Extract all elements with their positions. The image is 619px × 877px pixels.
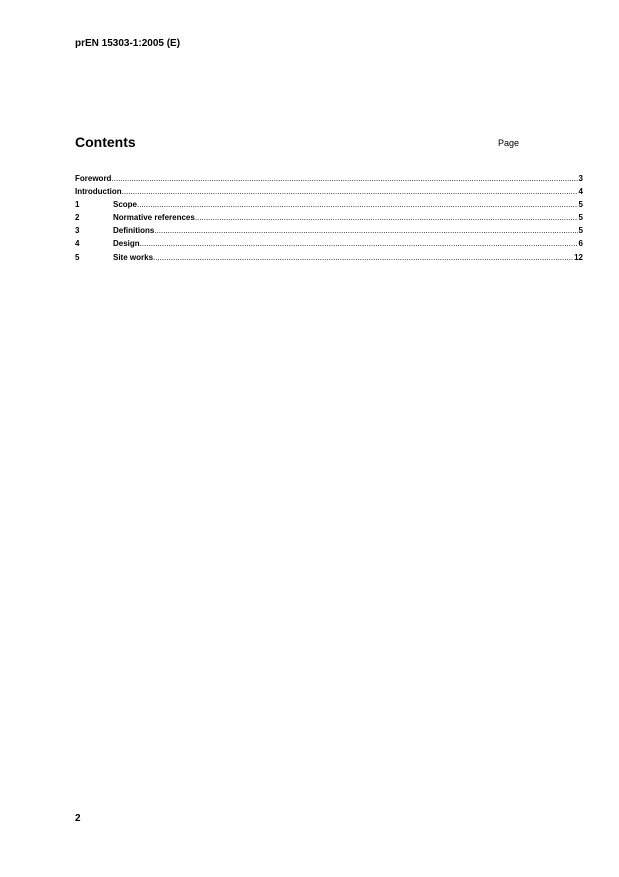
toc-entry-page: 5: [578, 226, 583, 236]
toc-leader-dots: [195, 211, 578, 224]
toc-entry-page: 5: [578, 213, 583, 223]
toc-entry-page: 5: [578, 200, 583, 210]
toc-entry-title: Site works: [113, 252, 154, 262]
toc-entry-number: 5: [75, 252, 80, 262]
toc-entry-number: 3: [75, 226, 80, 236]
toc-leader-dots: [137, 198, 578, 211]
toc-entry-page: 6: [578, 239, 583, 249]
toc-entry-title: Foreword: [75, 174, 112, 183]
toc-entry-page: 12: [574, 252, 583, 262]
toc-entry-introduction[interactable]: [75, 185, 583, 198]
toc-leader-dots: [122, 185, 578, 198]
toc-entry-foreword[interactable]: [75, 172, 583, 185]
toc-entry-design[interactable]: [75, 237, 583, 250]
document-id: prEN 15303-1:2005 (E): [75, 38, 181, 49]
contents-heading: Contents: [75, 134, 136, 150]
toc-leader-dots: [154, 224, 577, 237]
toc-entry-number: 2: [75, 213, 80, 223]
toc-entry-title: Introduction: [75, 187, 122, 197]
toc-entry-page: 3: [578, 174, 583, 183]
toc-entry-title: Scope: [113, 200, 138, 210]
toc-entry-site-works[interactable]: [75, 251, 583, 264]
page-number: 2: [75, 813, 81, 824]
toc-entry-number: 1: [75, 200, 80, 210]
toc-entry-title: Normative references: [113, 213, 195, 223]
toc-entry-title: Definitions: [113, 226, 155, 236]
toc-leader-dots: [140, 237, 578, 250]
toc-leader-dots: [111, 172, 577, 185]
toc-entry-definitions[interactable]: [75, 224, 583, 237]
toc-entry-scope[interactable]: [75, 198, 583, 211]
table-of-contents: [75, 172, 583, 264]
toc-entry-title: Design: [113, 239, 140, 249]
toc-entry-page: 4: [578, 187, 583, 197]
toc-leader-dots: [153, 251, 573, 264]
toc-entry-number: 4: [75, 239, 80, 249]
page-column-label: Page: [498, 138, 520, 148]
toc-entry-normative-references[interactable]: [75, 211, 583, 224]
